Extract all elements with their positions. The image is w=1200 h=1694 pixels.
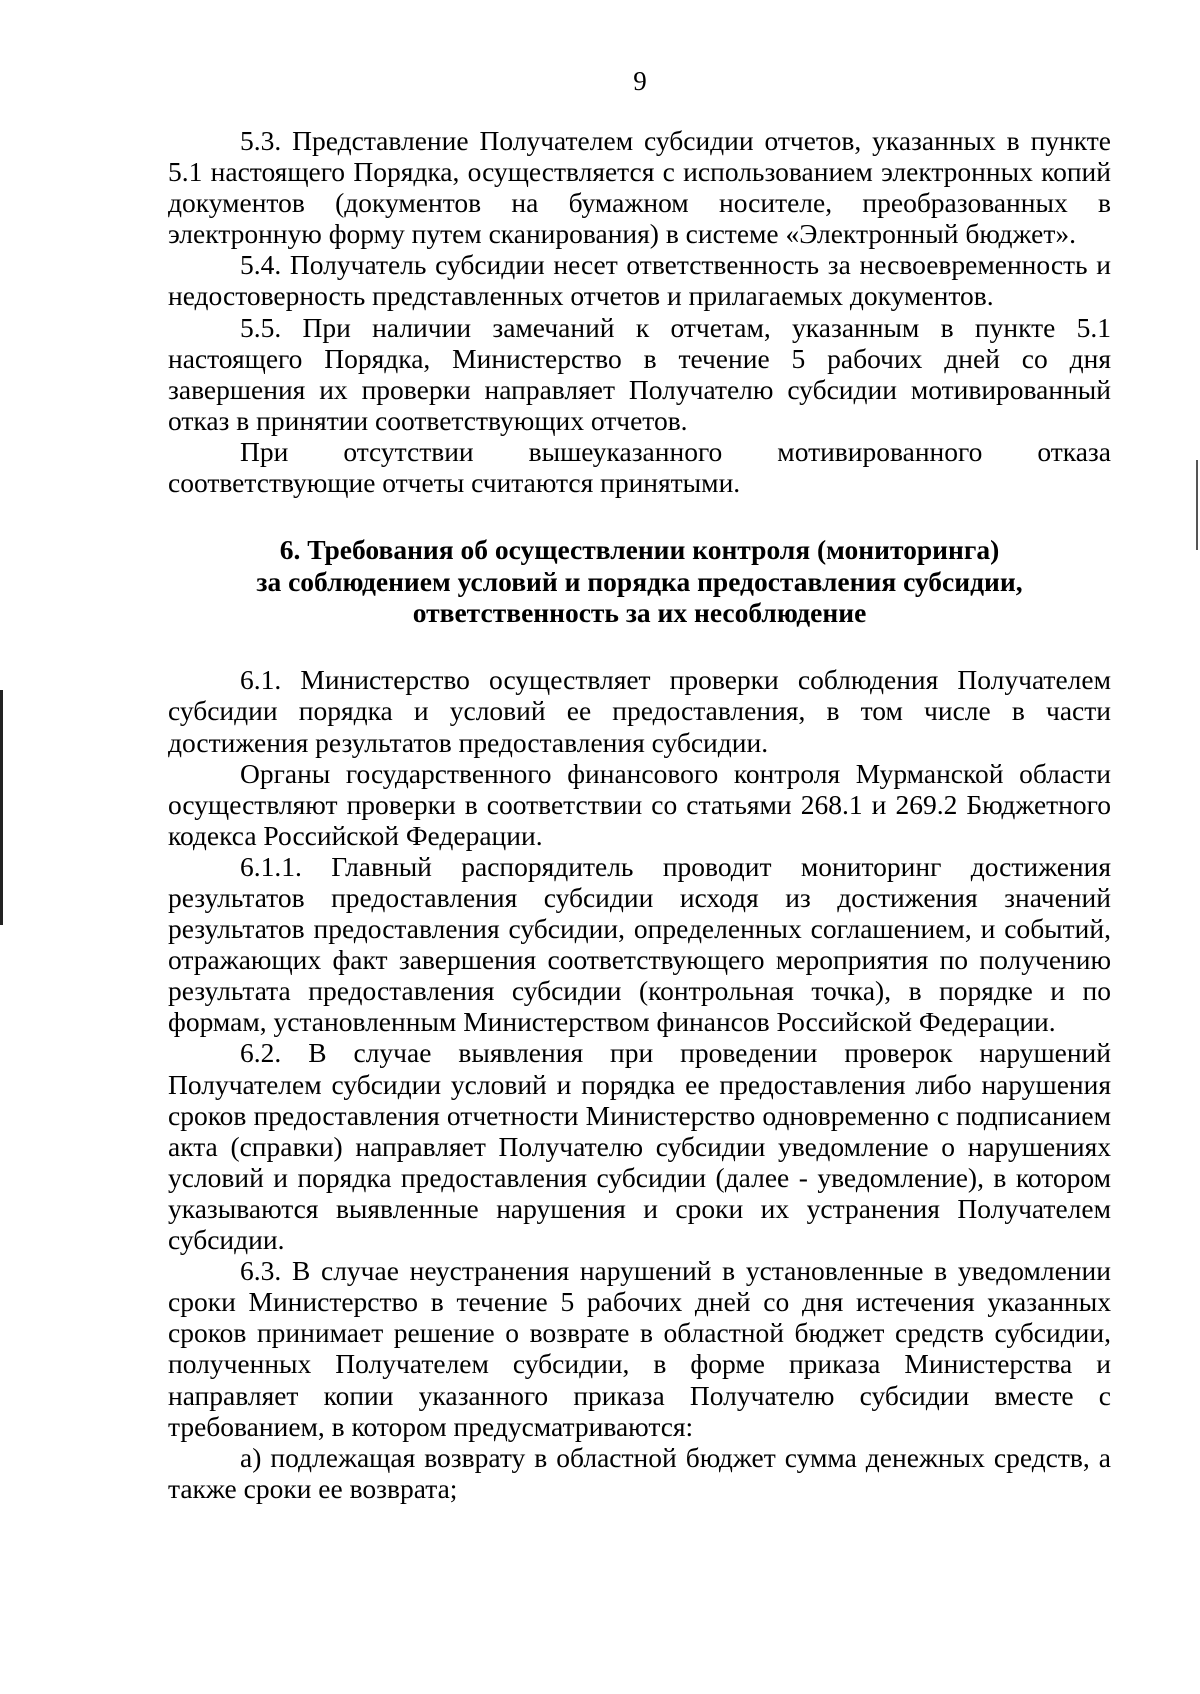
paragraph-6-3-a: а) подлежащая возврату в областной бюджет сумма денежных средств, а также сроки ее возврата; <box>168 1441 1111 1504</box>
paragraph-5-4: 5.4. Получатель субсидии несет ответственность за несвоевременность и недостоверность представленных отчетов и прилагаемых документов. <box>168 249 1111 312</box>
section-6-heading <box>168 534 1111 628</box>
paragraph-6-2: 6.2. В случае выявления при проведении проверок нарушений Получателем субсидии условий и порядка ее предоставления либо нарушения сроков предоставления отчетности Министерство одновременно с подписанием акта (справки) направляет Получателю субсидии уведомление о нарушениях условий и порядка предоставления субсидии (далее - уведомление), в котором указываются выявленные нарушения и сроки их устранения Получателем субсидии. <box>168 1037 1111 1256</box>
paragraph-6-1-control: Органы государственного финансового контроля Мурманской области осуществляют проверки в соответствии со статьями 268.1 и 269.2 Бюджетного кодекса Российской Федерации. <box>168 757 1111 851</box>
page-number: 9 <box>633 66 647 96</box>
paragraph-6-1: 6.1. Министерство осуществляет проверки соблюдения Получателем субсидии порядка и условий ее предоставления, в том числе в части достижения результатов предоставления субсидии. <box>168 664 1111 758</box>
scan-edge-mark <box>1196 460 1198 550</box>
paragraph-5-5-continuation: При отсутствии вышеуказанного мотивированного отказа соответствующие отчеты считаются принятыми. <box>168 435 1111 499</box>
paragraph-6-3: 6.3. В случае неустранения нарушений в установленные в уведомлении сроки Министерство в течение 5 рабочих дней со дня истечения указанных сроков принимает решение о возврате в областной бюджет средств субсидии, полученных Получателем субсидии, в форме приказа Министерства и направляет копии указанного приказа Получателю субсидии вместе с требованием, в котором предусматриваются: <box>168 1255 1111 1442</box>
heading-line: ответственность за их несоблюдение <box>412 596 867 628</box>
paragraph-6-1-1: 6.1.1. Главный распорядитель проводит мониторинг достижения результатов предоставления субсидии исходя из достижения значений результатов предоставления субсидии, определенных соглашением, и событий, отражающих факт завершения соответствующего мероприятия по получению результата предоставления субсидии (контрольная точка), в порядке и по формам, установленным Министерством финансов Российской Федерации. <box>168 850 1111 1038</box>
paragraph-5-5: 5.5. При наличии замечаний к отчетам, указанным в пункте 5.1 настоящего Порядка, Министерство в течение 5 рабочих дней со дня завершения их проверки направляет Получателю субсидии мотивированный отказ в принятии соответствующих отчетов. <box>168 311 1111 436</box>
heading-line: 6. Требования об осуществлении контроля (мониторинга) <box>279 534 1000 566</box>
scan-edge-mark <box>0 690 3 925</box>
paragraph-5-3: 5.3. Представление Получателем субсидии отчетов, указанных в пункте 5.1 настоящего Порядка, осуществляется с использованием электронных копий документов (документов на бумажном носителе, преобразованных в электронную форму путем сканирования) в системе «Электронный бюджет». <box>168 125 1111 250</box>
heading-line: за соблюдением условий и порядка предоставления субсидии, <box>256 565 1023 597</box>
document-body <box>168 125 1111 1504</box>
